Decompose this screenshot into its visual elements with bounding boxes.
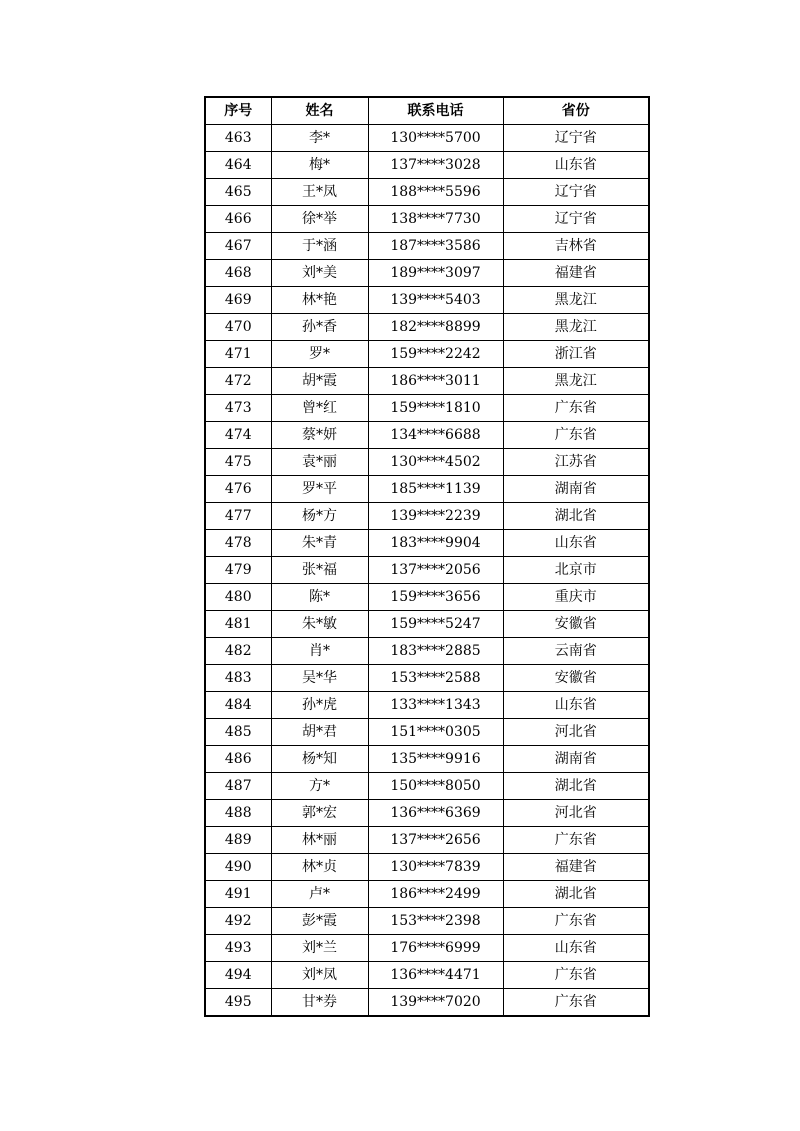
table-row [205, 530, 649, 557]
cell-province: 安徽省 [503, 611, 649, 638]
cell-province: 江苏省 [503, 449, 649, 476]
cell-province: 辽宁省 [503, 206, 649, 233]
roster-table [204, 96, 650, 1017]
cell-province: 广东省 [503, 908, 649, 935]
cell-name: 曾*红 [271, 395, 368, 422]
cell-serial: 471 [205, 341, 271, 368]
cell-name: 彭*霞 [271, 908, 368, 935]
cell-name: 孙*香 [271, 314, 368, 341]
cell-name: 林*艳 [271, 287, 368, 314]
cell-phone: 186****3011 [368, 368, 503, 395]
cell-province: 山东省 [503, 152, 649, 179]
table-row [205, 746, 649, 773]
cell-serial: 465 [205, 179, 271, 206]
cell-serial: 479 [205, 557, 271, 584]
cell-serial: 468 [205, 260, 271, 287]
cell-serial: 473 [205, 395, 271, 422]
cell-name: 胡*霞 [271, 368, 368, 395]
cell-name: 卢* [271, 881, 368, 908]
cell-serial: 469 [205, 287, 271, 314]
cell-name: 胡*君 [271, 719, 368, 746]
header-row [205, 97, 649, 125]
cell-phone: 182****8899 [368, 314, 503, 341]
cell-phone: 185****1139 [368, 476, 503, 503]
header-name: 姓名 [271, 97, 368, 125]
cell-phone: 176****6999 [368, 935, 503, 962]
cell-name: 林*贞 [271, 854, 368, 881]
cell-phone: 139****2239 [368, 503, 503, 530]
cell-serial: 495 [205, 989, 271, 1017]
cell-serial: 480 [205, 584, 271, 611]
cell-phone: 188****5596 [368, 179, 503, 206]
cell-province: 福建省 [503, 260, 649, 287]
table-row [205, 422, 649, 449]
cell-serial: 467 [205, 233, 271, 260]
cell-serial: 475 [205, 449, 271, 476]
cell-phone: 153****2588 [368, 665, 503, 692]
table-row [205, 962, 649, 989]
table-row [205, 449, 649, 476]
cell-phone: 151****0305 [368, 719, 503, 746]
cell-name: 陈* [271, 584, 368, 611]
cell-phone: 136****6369 [368, 800, 503, 827]
table-row [205, 206, 649, 233]
table-row [205, 503, 649, 530]
table-row [205, 800, 649, 827]
table-row [205, 665, 649, 692]
cell-phone: 186****2499 [368, 881, 503, 908]
cell-serial: 490 [205, 854, 271, 881]
table-row [205, 827, 649, 854]
cell-name: 王*凤 [271, 179, 368, 206]
cell-serial: 478 [205, 530, 271, 557]
cell-phone: 153****2398 [368, 908, 503, 935]
table-row [205, 638, 649, 665]
cell-phone: 189****3097 [368, 260, 503, 287]
cell-serial: 483 [205, 665, 271, 692]
table-row [205, 233, 649, 260]
cell-serial: 491 [205, 881, 271, 908]
cell-name: 张*福 [271, 557, 368, 584]
cell-province: 广东省 [503, 962, 649, 989]
cell-phone: 159****3656 [368, 584, 503, 611]
cell-phone: 159****5247 [368, 611, 503, 638]
cell-serial: 466 [205, 206, 271, 233]
table-row [205, 287, 649, 314]
cell-phone: 134****6688 [368, 422, 503, 449]
cell-serial: 485 [205, 719, 271, 746]
cell-name: 杨*知 [271, 746, 368, 773]
table-row [205, 395, 649, 422]
table-row [205, 719, 649, 746]
cell-phone: 130****4502 [368, 449, 503, 476]
cell-province: 广东省 [503, 395, 649, 422]
cell-province: 辽宁省 [503, 125, 649, 152]
table-row [205, 125, 649, 152]
cell-name: 郭*宏 [271, 800, 368, 827]
cell-serial: 464 [205, 152, 271, 179]
cell-serial: 470 [205, 314, 271, 341]
cell-province: 安徽省 [503, 665, 649, 692]
table-row [205, 908, 649, 935]
table-row [205, 881, 649, 908]
cell-province: 河北省 [503, 800, 649, 827]
cell-name: 甘*券 [271, 989, 368, 1017]
cell-province: 广东省 [503, 827, 649, 854]
cell-province: 广东省 [503, 989, 649, 1017]
cell-province: 北京市 [503, 557, 649, 584]
cell-serial: 472 [205, 368, 271, 395]
table-row [205, 179, 649, 206]
cell-name: 方* [271, 773, 368, 800]
cell-name: 朱*敏 [271, 611, 368, 638]
table-row [205, 989, 649, 1017]
cell-name: 徐*举 [271, 206, 368, 233]
cell-serial: 463 [205, 125, 271, 152]
cell-phone: 139****7020 [368, 989, 503, 1017]
cell-name: 蔡*妍 [271, 422, 368, 449]
cell-phone: 159****2242 [368, 341, 503, 368]
cell-serial: 484 [205, 692, 271, 719]
cell-name: 于*涵 [271, 233, 368, 260]
cell-serial: 474 [205, 422, 271, 449]
cell-province: 黑龙江 [503, 314, 649, 341]
cell-name: 罗*平 [271, 476, 368, 503]
cell-province: 河北省 [503, 719, 649, 746]
cell-phone: 138****7730 [368, 206, 503, 233]
cell-phone: 136****4471 [368, 962, 503, 989]
cell-serial: 494 [205, 962, 271, 989]
cell-province: 黑龙江 [503, 368, 649, 395]
cell-name: 罗* [271, 341, 368, 368]
cell-name: 李* [271, 125, 368, 152]
cell-phone: 133****1343 [368, 692, 503, 719]
table-body [205, 125, 649, 1017]
table-row [205, 260, 649, 287]
table-row [205, 341, 649, 368]
cell-province: 云南省 [503, 638, 649, 665]
table-row [205, 557, 649, 584]
table-row [205, 314, 649, 341]
cell-phone: 139****5403 [368, 287, 503, 314]
cell-serial: 493 [205, 935, 271, 962]
cell-province: 黑龙江 [503, 287, 649, 314]
table-header [205, 97, 649, 125]
cell-serial: 481 [205, 611, 271, 638]
cell-phone: 183****2885 [368, 638, 503, 665]
cell-phone: 137****3028 [368, 152, 503, 179]
cell-province: 湖南省 [503, 746, 649, 773]
table-row [205, 854, 649, 881]
cell-province: 山东省 [503, 692, 649, 719]
cell-province: 辽宁省 [503, 179, 649, 206]
header-province: 省份 [503, 97, 649, 125]
cell-province: 重庆市 [503, 584, 649, 611]
cell-serial: 489 [205, 827, 271, 854]
table-row [205, 368, 649, 395]
cell-name: 袁*丽 [271, 449, 368, 476]
header-serial: 序号 [205, 97, 271, 125]
cell-name: 刘*美 [271, 260, 368, 287]
cell-name: 杨*方 [271, 503, 368, 530]
header-phone: 联系电话 [368, 97, 503, 125]
cell-phone: 130****5700 [368, 125, 503, 152]
cell-phone: 130****7839 [368, 854, 503, 881]
table-row [205, 584, 649, 611]
table-row [205, 611, 649, 638]
cell-name: 刘*兰 [271, 935, 368, 962]
cell-name: 林*丽 [271, 827, 368, 854]
cell-phone: 150****8050 [368, 773, 503, 800]
table-row [205, 935, 649, 962]
cell-phone: 187****3586 [368, 233, 503, 260]
cell-serial: 487 [205, 773, 271, 800]
cell-province: 广东省 [503, 422, 649, 449]
cell-serial: 476 [205, 476, 271, 503]
cell-serial: 477 [205, 503, 271, 530]
cell-phone: 183****9904 [368, 530, 503, 557]
table-row [205, 773, 649, 800]
table-row [205, 692, 649, 719]
cell-serial: 482 [205, 638, 271, 665]
cell-phone: 135****9916 [368, 746, 503, 773]
cell-province: 湖北省 [503, 881, 649, 908]
cell-name: 孙*虎 [271, 692, 368, 719]
cell-province: 湖北省 [503, 773, 649, 800]
cell-phone: 137****2056 [368, 557, 503, 584]
cell-province: 吉林省 [503, 233, 649, 260]
cell-name: 梅* [271, 152, 368, 179]
cell-phone: 159****1810 [368, 395, 503, 422]
cell-province: 山东省 [503, 530, 649, 557]
cell-province: 湖南省 [503, 476, 649, 503]
cell-province: 山东省 [503, 935, 649, 962]
cell-province: 浙江省 [503, 341, 649, 368]
cell-serial: 492 [205, 908, 271, 935]
cell-serial: 486 [205, 746, 271, 773]
cell-name: 吴*华 [271, 665, 368, 692]
cell-name: 刘*凤 [271, 962, 368, 989]
cell-name: 肖* [271, 638, 368, 665]
table-row [205, 476, 649, 503]
cell-province: 湖北省 [503, 503, 649, 530]
cell-name: 朱*青 [271, 530, 368, 557]
table-row [205, 152, 649, 179]
cell-province: 福建省 [503, 854, 649, 881]
cell-serial: 488 [205, 800, 271, 827]
cell-phone: 137****2656 [368, 827, 503, 854]
